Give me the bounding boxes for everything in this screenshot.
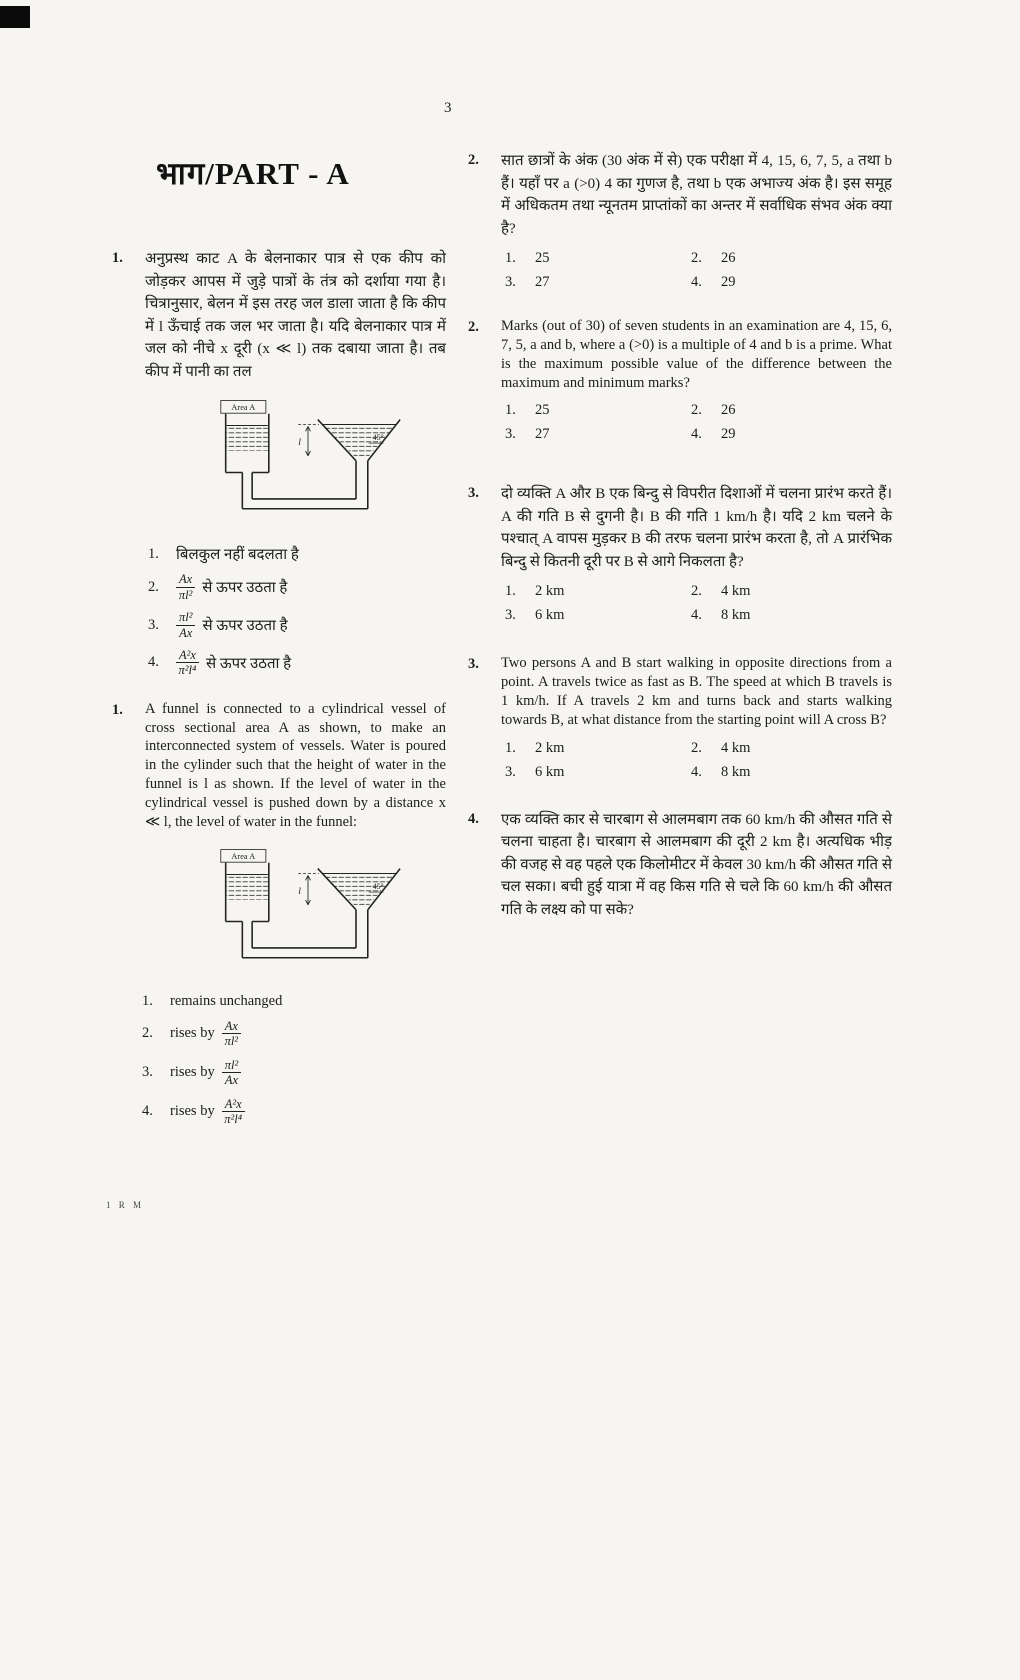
q1e-option-2 xyxy=(142,1019,446,1049)
option-prefix: rises by xyxy=(170,1025,215,1042)
question-number: 2. xyxy=(468,319,479,335)
q2h-option-1 xyxy=(505,250,691,267)
height-label: l xyxy=(298,885,301,897)
q3h-option-3 xyxy=(505,607,691,624)
question-number: 1. xyxy=(112,250,123,266)
option-number: 3. xyxy=(505,607,516,624)
angle-label: 45° xyxy=(372,433,384,443)
option-text xyxy=(170,1019,241,1049)
fraction xyxy=(176,648,199,678)
q2h-option-4 xyxy=(691,274,877,291)
q2e-option-2 xyxy=(691,402,877,419)
option-text: 6 km xyxy=(535,607,565,624)
fraction xyxy=(176,610,195,640)
q3h-option-1 xyxy=(505,583,691,600)
option-prefix: rises by xyxy=(170,1064,215,1081)
option-text: 4 km xyxy=(721,583,751,600)
option-number: 4. xyxy=(148,654,159,671)
question-3-hindi xyxy=(468,483,892,624)
fraction xyxy=(222,1019,241,1049)
fraction-denominator: πl² xyxy=(178,587,193,602)
option-suffix: से ऊपर उठता है xyxy=(202,618,288,635)
option-number: 4. xyxy=(691,763,702,780)
fraction-numerator: πl² xyxy=(176,610,195,625)
area-label: Area A xyxy=(231,851,256,861)
height-label: l xyxy=(298,437,301,449)
option-prefix: rises by xyxy=(170,1102,215,1119)
option-suffix: से ऊपर उठता है xyxy=(205,655,292,672)
q2e-option-4 xyxy=(691,426,877,443)
fraction-denominator: Ax xyxy=(179,625,193,640)
fraction xyxy=(222,1058,241,1088)
page-number: 3 xyxy=(444,100,452,116)
option-number: 4. xyxy=(691,274,702,290)
option-text: 26 xyxy=(721,402,736,419)
option-number: 1. xyxy=(505,402,516,419)
option-text: 27 xyxy=(535,426,550,443)
q2e-option-1 xyxy=(505,402,691,419)
option-text: remains unchanged xyxy=(170,993,283,1010)
question-1-hindi xyxy=(112,248,446,678)
option-number: 2. xyxy=(691,583,702,600)
option-text: बिलकुल नहीं बदलता है xyxy=(176,547,299,564)
question-number: 4. xyxy=(468,810,479,827)
q3h-option-2 xyxy=(691,583,877,600)
option-number: 3. xyxy=(505,274,516,290)
option-text: 29 xyxy=(721,274,736,290)
scan-artifact-mark xyxy=(0,6,30,28)
q3h-option-4 xyxy=(691,607,877,624)
fraction-denominator: Ax xyxy=(224,1073,239,1088)
fraction xyxy=(176,572,195,602)
fraction-numerator: πl² xyxy=(222,1058,241,1073)
question-text: एक व्यक्ति कार से चारबाग से आलमबाग तक 60 km/h की औसत गति से चलना चाहता है। चारबाग से आलमबाग की दूरी 2 km है। अत्यधिक भीड़ की वजह से वह पहले एक किलोमीटर में केवल 30 km/h की औसत गति से चल सका। बची हुई यात्रा में वह किस गति से चले कि 60 km/h की औसत गति के लक्ष्य को पा सके? xyxy=(501,811,892,918)
question-4-hindi xyxy=(468,809,892,922)
q1h-option-4 xyxy=(148,648,446,678)
option-number: 4. xyxy=(142,1102,153,1119)
option-text xyxy=(176,648,291,678)
question-text: Two persons A and B start walking in opposite directions from a point. A travels twice as fast as B. The speed at which B travels is 1 km/h. If A travels 2 km and turns back and starts walking towards B, at what distance from the starting point will A cross B? xyxy=(501,655,892,728)
q1e-option-4 xyxy=(142,1097,446,1127)
q1-hindi-options xyxy=(148,544,446,677)
fraction-denominator: πl² xyxy=(224,1034,239,1049)
option-text: 27 xyxy=(535,274,550,290)
q2h-option-2 xyxy=(691,250,877,267)
fraction-denominator: π²l⁴ xyxy=(224,1111,243,1126)
question-2-english xyxy=(468,317,892,443)
option-number: 2. xyxy=(148,578,159,595)
vessel-funnel-figure xyxy=(210,399,406,524)
question-2-hindi xyxy=(468,150,892,291)
angle-label: 45° xyxy=(372,881,384,891)
q1-english-options xyxy=(142,993,446,1126)
option-text: 8 km xyxy=(721,763,751,780)
question-number: 3. xyxy=(468,485,479,502)
option-number: 1. xyxy=(142,993,153,1010)
option-number: 1. xyxy=(505,583,516,600)
vessel-funnel-figure xyxy=(210,848,406,973)
option-text: 4 km xyxy=(721,739,751,756)
part-title: भाग/PART - A xyxy=(156,156,350,191)
option-text xyxy=(176,572,287,602)
fraction-numerator: Ax xyxy=(222,1019,241,1034)
option-number: 1. xyxy=(505,250,516,266)
option-number: 1. xyxy=(148,545,159,562)
option-number: 3. xyxy=(148,616,159,633)
fraction-numerator: A²x xyxy=(222,1097,245,1112)
question-text: दो व्यक्ति A और B एक बिन्दु से विपरीत दिशाओं में चलना प्रारंभ करते हैं। A की गति B से दुगनी है। B की गति 1 km/h है। यदि 2 km चलने के पश्चात् A वापस मुड़कर B की तरफ चलना प्रारंभ करता है, तो A प्रारंभिक बिन्दु से कितनी दूरी पर B से आगे निकलता है? xyxy=(501,486,892,570)
option-text: 25 xyxy=(535,250,550,266)
q3-english-options xyxy=(505,740,892,781)
question-3-english xyxy=(468,654,892,780)
question-text: A funnel is connected to a cylindrical vessel of cross sectional area A as shown, to make an interconnected system of vessels. Water is poured in the cylinder such that the height of water in the funnel is l as shown. If the level of water in the cylindrical vessel is pushed down by a distance x ≪ l, the level of water in the funnel: xyxy=(145,700,446,830)
q1h-option-3 xyxy=(148,610,446,640)
q3e-option-2 xyxy=(691,740,877,757)
option-text: 26 xyxy=(721,250,736,266)
q2e-option-3 xyxy=(505,426,691,443)
fraction-denominator: π²l⁴ xyxy=(178,663,197,678)
option-number: 2. xyxy=(691,402,702,419)
question-number: 1. xyxy=(112,701,123,718)
q2-english-options xyxy=(505,402,892,443)
option-number: 1. xyxy=(505,739,516,756)
option-number: 2. xyxy=(142,1025,153,1042)
option-text: 29 xyxy=(721,426,736,443)
q3e-option-4 xyxy=(691,764,877,781)
q3e-option-3 xyxy=(505,764,691,781)
option-text xyxy=(170,1097,245,1127)
q3e-option-1 xyxy=(505,740,691,757)
option-text: 25 xyxy=(535,402,550,419)
option-number: 2. xyxy=(691,250,702,266)
option-text: 8 km xyxy=(721,607,751,624)
q1h-option-1 xyxy=(148,544,446,564)
option-text: 2 km xyxy=(535,583,565,600)
option-text xyxy=(176,610,288,640)
question-1-english xyxy=(112,700,446,1127)
vessel-funnel-diagram-2 xyxy=(210,848,406,973)
question-number: 3. xyxy=(468,656,479,673)
q1e-option-3 xyxy=(142,1058,446,1088)
option-text: 2 km xyxy=(535,739,565,756)
option-suffix: से ऊपर उठता है xyxy=(202,580,288,597)
fraction-numerator: Ax xyxy=(176,572,195,587)
option-number: 4. xyxy=(691,607,702,624)
fraction-numerator: A²x xyxy=(176,648,199,663)
option-number: 3. xyxy=(505,426,516,443)
q2-hindi-options xyxy=(505,250,892,291)
right-column xyxy=(468,150,892,943)
option-number: 3. xyxy=(142,1064,153,1081)
option-number: 3. xyxy=(505,763,516,780)
question-number: 2. xyxy=(468,152,479,168)
option-number: 4. xyxy=(691,426,702,443)
vessel-funnel-diagram-1 xyxy=(210,399,406,524)
q3-hindi-options xyxy=(505,583,892,624)
question-text: अनुप्रस्थ काट A के बेलनाकार पात्र से एक कीप को जोड़कर आपस में जुड़े पात्रों के तंत्र को दर्शाया गया है। चित्रानुसार, बेलन में इस तरह जल डाला जाता है कि कीप में l ऊँचाई तक जल भर जाता है। यदि बेलनाकार पात्र में जल को नीचे x दूरी (x ≪ l) तक दबाया जाता है। तब कीप में पानी का तल xyxy=(145,251,446,380)
question-text: सात छात्रों के अंक (30 अंक में से) एक परीक्षा में 4, 15, 6, 7, 5, a तथा b हैं। यहाँ पर a (>0) 4 का गुणज है, तथा b एक अभाज्य अंक है। इस समूह में अधिकतम तथा न्यूनतम प्राप्तांकों का अन्तर में सर्वाधिक संभव अंक क्या है? xyxy=(501,153,892,237)
option-text: 6 km xyxy=(535,763,565,780)
area-label: Area A xyxy=(231,402,256,412)
q2h-option-3 xyxy=(505,274,691,291)
option-text xyxy=(170,1058,241,1088)
q1h-option-2 xyxy=(148,572,446,602)
left-column xyxy=(112,146,446,1148)
question-text: Marks (out of 30) of seven students in an examination are 4, 15, 6, 7, 5, a and b, where a (>0) is a multiple of 4 and b is a prime. What is the maximum possible value of the difference between the maximum and minimum marks? xyxy=(501,318,892,391)
footer-print-code: 1 R M xyxy=(106,1200,145,1210)
option-number: 2. xyxy=(691,739,702,756)
fraction xyxy=(222,1097,245,1127)
q1e-option-1 xyxy=(142,993,446,1010)
